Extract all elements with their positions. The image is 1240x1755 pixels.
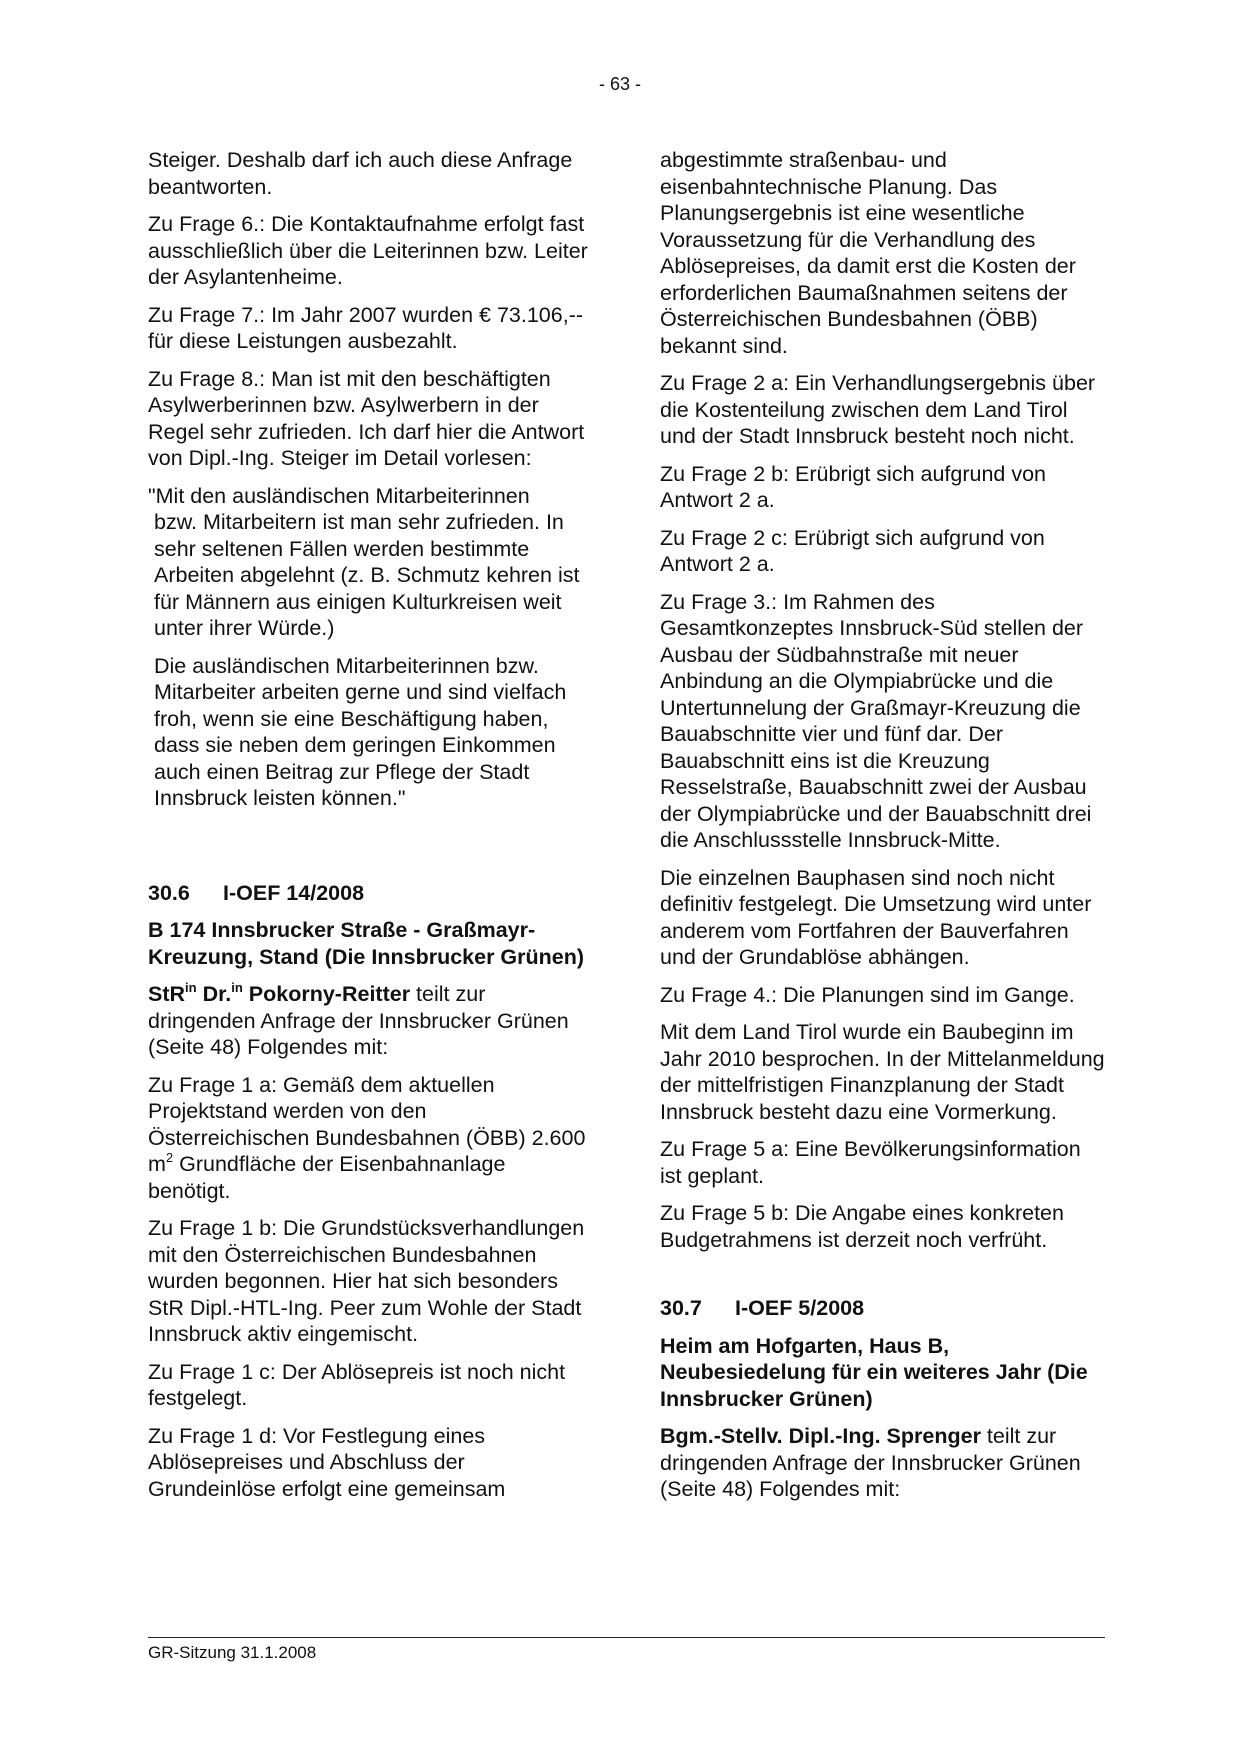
section-30-6 bbox=[148, 880, 593, 1503]
section-code: I-OEF 5/2008 bbox=[735, 1296, 865, 1320]
answer-frage-1c: Zu Frage 1 c: Der Ablösepreis ist noch nicht festgelegt. bbox=[148, 1359, 566, 1410]
answer-frage-1d: Zu Frage 1 d: Vor Festlegung eines Ablösepreises und Abschluss der Grundeinlöse erfolgt eine gemeinsam bbox=[148, 1423, 506, 1501]
answer-frage-5b: Zu Frage 5 b: Die Angabe eines konkreten Budgetrahmens ist derzeit noch verfrüht. bbox=[660, 1201, 1064, 1252]
speaker-text: teilt zur dringenden Anfrage der Innsbrucker Grünen (Seite 48) Folgendes mit: bbox=[660, 1424, 1081, 1501]
section-number: 30.6 bbox=[148, 880, 190, 905]
answer-frage-7: Zu Frage 7.: Im Jahr 2007 wurden € 73.106,-- für diese Leistungen ausbezahlt. bbox=[148, 302, 584, 353]
answer-frage-1a: Zu Frage 1 a: Gemäß dem aktuellen Projektstand werden von den Österreichischen Bundesbahnen (ÖBB) 2.600 $m^2$ Grundfläche der Eisenbahnanlage benötigt. bbox=[148, 1072, 586, 1203]
paragraph: Steiger. Deshalb darf ich auch diese Anfrage beantworten. bbox=[148, 148, 573, 199]
answer-frage-3: Zu Frage 3.: Im Rahmen des Gesamtkonzeptes Innsbruck-Süd stellen der Ausbau der Südbahnstraße mit neuer Anbindung an die Olympiabrücke und die Untertunnelung der Graßmayr-Kreuzung die Bauabschnitte vier und fünf dar. Der Bauabschnitt eins ist die Kreuzung Resselstraße, Bauabschnitt zwei der Ausbau der Olympiabrücke und der Bauabschnitt drei die Anschlussstelle Innsbruck-Mitte. bbox=[660, 589, 1092, 852]
answer-frage-5a: Zu Frage 5 a: Eine Bevölkerungsinformation ist geplant. bbox=[660, 1137, 1081, 1188]
answer-frage-2a: Zu Frage 2 a: Ein Verhandlungsergebnis über die Kostenteilung zwischen dem Land Tirol und der Stadt Innsbruck besteht noch nicht. bbox=[660, 371, 1096, 448]
right-column bbox=[660, 147, 1108, 1514]
speaker-paragraph bbox=[148, 981, 593, 1061]
speaker-paragraph bbox=[660, 1423, 1108, 1503]
section-title: Heim am Hofgarten, Haus B, Neubesiedelung für ein weiteres Jahr (Die Innsbrucker Grünen) bbox=[660, 1333, 1088, 1411]
quote-paragraph-1 bbox=[148, 483, 593, 642]
answer-frage-4: Zu Frage 4.: Die Planungen sind im Gange. bbox=[660, 982, 1075, 1007]
speaker-text: teilt zur dringenden Anfrage der Innsbrucker Grünen (Seite 48) Folgendes mit: bbox=[148, 982, 569, 1059]
footer-divider bbox=[148, 1637, 1105, 1638]
paragraph-bauphasen: Die einzelnen Bauphasen sind noch nicht definitiv festgelegt. Die Umsetzung wird unter anderem vom Fortfahren der Bauverfahren und der Grundablöse abhängen. bbox=[660, 865, 1092, 969]
section-heading bbox=[660, 1295, 1108, 1322]
page-number: - 63 - bbox=[598, 74, 641, 94]
section-title: B 174 Innsbrucker Straße - Graßmayr-Kreuzung, Stand (Die Innsbrucker Grünen) bbox=[148, 918, 585, 969]
answer-frage-8: Zu Frage 8.: Man ist mit den beschäftigten Asylwerberinnen bzw. Asylwerbern in der Regel sehr zufrieden. Ich darf hier die Antwort von Dipl.-Ing. Steiger im Detail vorlesen: bbox=[148, 366, 585, 470]
paragraph: abgestimmte straßenbau- und eisenbahntechnische Planung. Das Planungsergebnis ist eine wesentliche Voraussetzung für die Verhandlung des Ablösepreises, da damit erst die Kosten der erforderlichen Baumaßnahmen seitens der Österreichischen Bundesbahnen (ÖBB) bekannt sind. bbox=[660, 148, 1076, 358]
section-heading bbox=[148, 880, 593, 907]
section-30-7 bbox=[660, 1295, 1108, 1503]
answer-frage-1b: Zu Frage 1 b: Die Grundstücksverhandlungen mit den Österreichischen Bundesbahnen wurden begonnen. Hier hat sich besonders StR Dipl.-HTL-Ing. Peer zum Wohle der Stadt Innsbruck aktiv eingemischt. bbox=[148, 1216, 585, 1346]
answer-frage-6: Zu Frage 6.: Die Kontaktaufnahme erfolgt fast ausschließlich über die Leiterinnen bzw. Leiter der Asylantenheime. bbox=[148, 212, 588, 289]
answer-frage-2c: Zu Frage 2 c: Erübrigt sich aufgrund von Antwort 2 a. bbox=[660, 525, 1045, 576]
footer-text: GR-Sitzung 31.1.2008 bbox=[148, 1643, 317, 1662]
paragraph-land-tirol: Mit dem Land Tirol wurde ein Baubeginn im Jahr 2010 besprochen. In der Mittelanmeldung der mittelfristigen Finanzplanung der Stadt Innsbruck besteht dazu eine Vormerkung. bbox=[660, 1020, 1105, 1124]
section-number: 30.7 bbox=[660, 1296, 702, 1320]
speaker-name: Bgm.-Stellv. Dipl.-Ing. Sprenger bbox=[660, 1424, 981, 1448]
quote-paragraph-2: Die ausländischen Mitarbeiterinnen bzw. Mitarbeiter arbeiten gerne und sind vielfach froh, wenn sie eine Beschäftigung haben, dass sie neben dem geringen Einkommen auch einen Beitrag zur Pflege der Stadt Innsbruck leisten können." bbox=[154, 653, 567, 810]
speaker-name: StR$^{in}$ Dr.$^{in}$ Pokorny-Reitter bbox=[148, 980, 411, 1006]
quote-first-line: "Mit den ausländischen Mitarbeiterinnen bbox=[148, 483, 530, 508]
section-code: I-OEF 14/2008 bbox=[223, 880, 365, 905]
left-column bbox=[148, 147, 593, 1513]
quote-continuation: bzw. Mitarbeitern ist man sehr zufrieden. In sehr seltenen Fällen werden bestimmte Arbeiten abgelehnt (z. B. Schmutz kehren ist für Männern aus einigen Kulturkreisen weit unter ihrer Würde.) bbox=[154, 510, 580, 640]
answer-frage-2b: Zu Frage 2 b: Erübrigt sich aufgrund von Antwort 2 a. bbox=[660, 461, 1047, 512]
